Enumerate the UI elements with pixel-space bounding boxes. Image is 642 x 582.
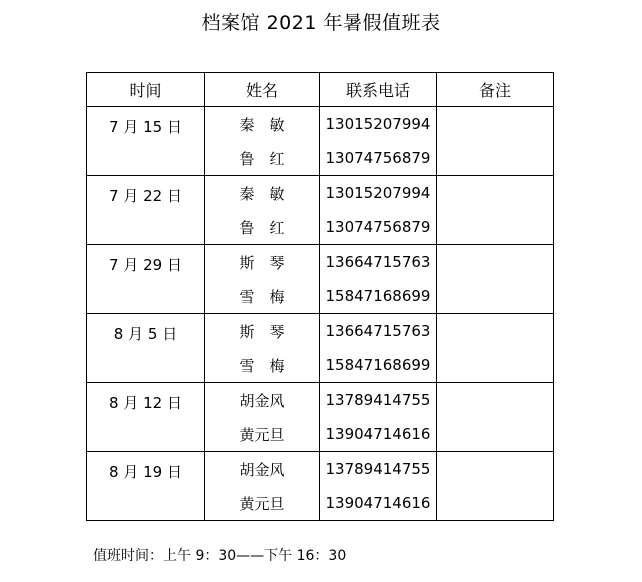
staff-phone: 13664715763 xyxy=(320,245,437,280)
header-time: 时间 xyxy=(87,73,205,107)
table-row xyxy=(87,314,554,349)
table-row xyxy=(87,452,554,487)
duty-date: 8 月 19 日 xyxy=(87,452,205,521)
table-row xyxy=(87,176,554,211)
duty-date: 8 月 5 日 xyxy=(87,314,205,383)
header-phone: 联系电话 xyxy=(320,73,437,107)
staff-phone: 13015207994 xyxy=(320,107,437,142)
staff-name: 雪 梅 xyxy=(205,348,320,383)
page-title: 档案馆 2021 年暑假值班表 xyxy=(201,12,441,34)
note-cell xyxy=(437,383,554,452)
duty-date: 7 月 22 日 xyxy=(87,176,205,245)
staff-name: 秦 敏 xyxy=(205,176,320,211)
staff-phone: 15847168699 xyxy=(320,348,437,383)
note-cell xyxy=(437,452,554,521)
staff-phone: 13074756879 xyxy=(320,210,437,245)
note-cell xyxy=(437,107,554,176)
table-row xyxy=(87,107,554,142)
duty-schedule-table xyxy=(86,72,554,521)
note-cell xyxy=(437,176,554,245)
staff-phone: 13015207994 xyxy=(320,176,437,211)
note-cell xyxy=(437,245,554,314)
staff-name: 秦 敏 xyxy=(205,107,320,142)
duty-date: 7 月 15 日 xyxy=(87,107,205,176)
note-cell xyxy=(437,314,554,383)
duty-hours-note: 值班时间：上午 9：30——下午 16：30 xyxy=(93,548,347,564)
staff-phone: 13789414755 xyxy=(320,383,437,418)
table-header-row xyxy=(87,73,554,107)
staff-phone: 15847168699 xyxy=(320,279,437,314)
staff-phone: 13789414755 xyxy=(320,452,437,487)
staff-name: 黄元旦 xyxy=(205,417,320,452)
staff-name: 鲁 红 xyxy=(205,210,320,245)
staff-name: 黄元旦 xyxy=(205,486,320,521)
header-note: 备注 xyxy=(437,73,554,107)
staff-name: 胡金风 xyxy=(205,452,320,487)
staff-name: 鲁 红 xyxy=(205,141,320,176)
staff-name: 斯 琴 xyxy=(205,314,320,349)
table-row xyxy=(87,383,554,418)
staff-name: 胡金风 xyxy=(205,383,320,418)
duty-date: 8 月 12 日 xyxy=(87,383,205,452)
duty-date: 7 月 29 日 xyxy=(87,245,205,314)
staff-name: 雪 梅 xyxy=(205,279,320,314)
header-name: 姓名 xyxy=(205,73,320,107)
staff-phone: 13904714616 xyxy=(320,417,437,452)
staff-name: 斯 琴 xyxy=(205,245,320,280)
staff-phone: 13074756879 xyxy=(320,141,437,176)
staff-phone: 13664715763 xyxy=(320,314,437,349)
staff-phone: 13904714616 xyxy=(320,486,437,521)
table-row xyxy=(87,245,554,280)
